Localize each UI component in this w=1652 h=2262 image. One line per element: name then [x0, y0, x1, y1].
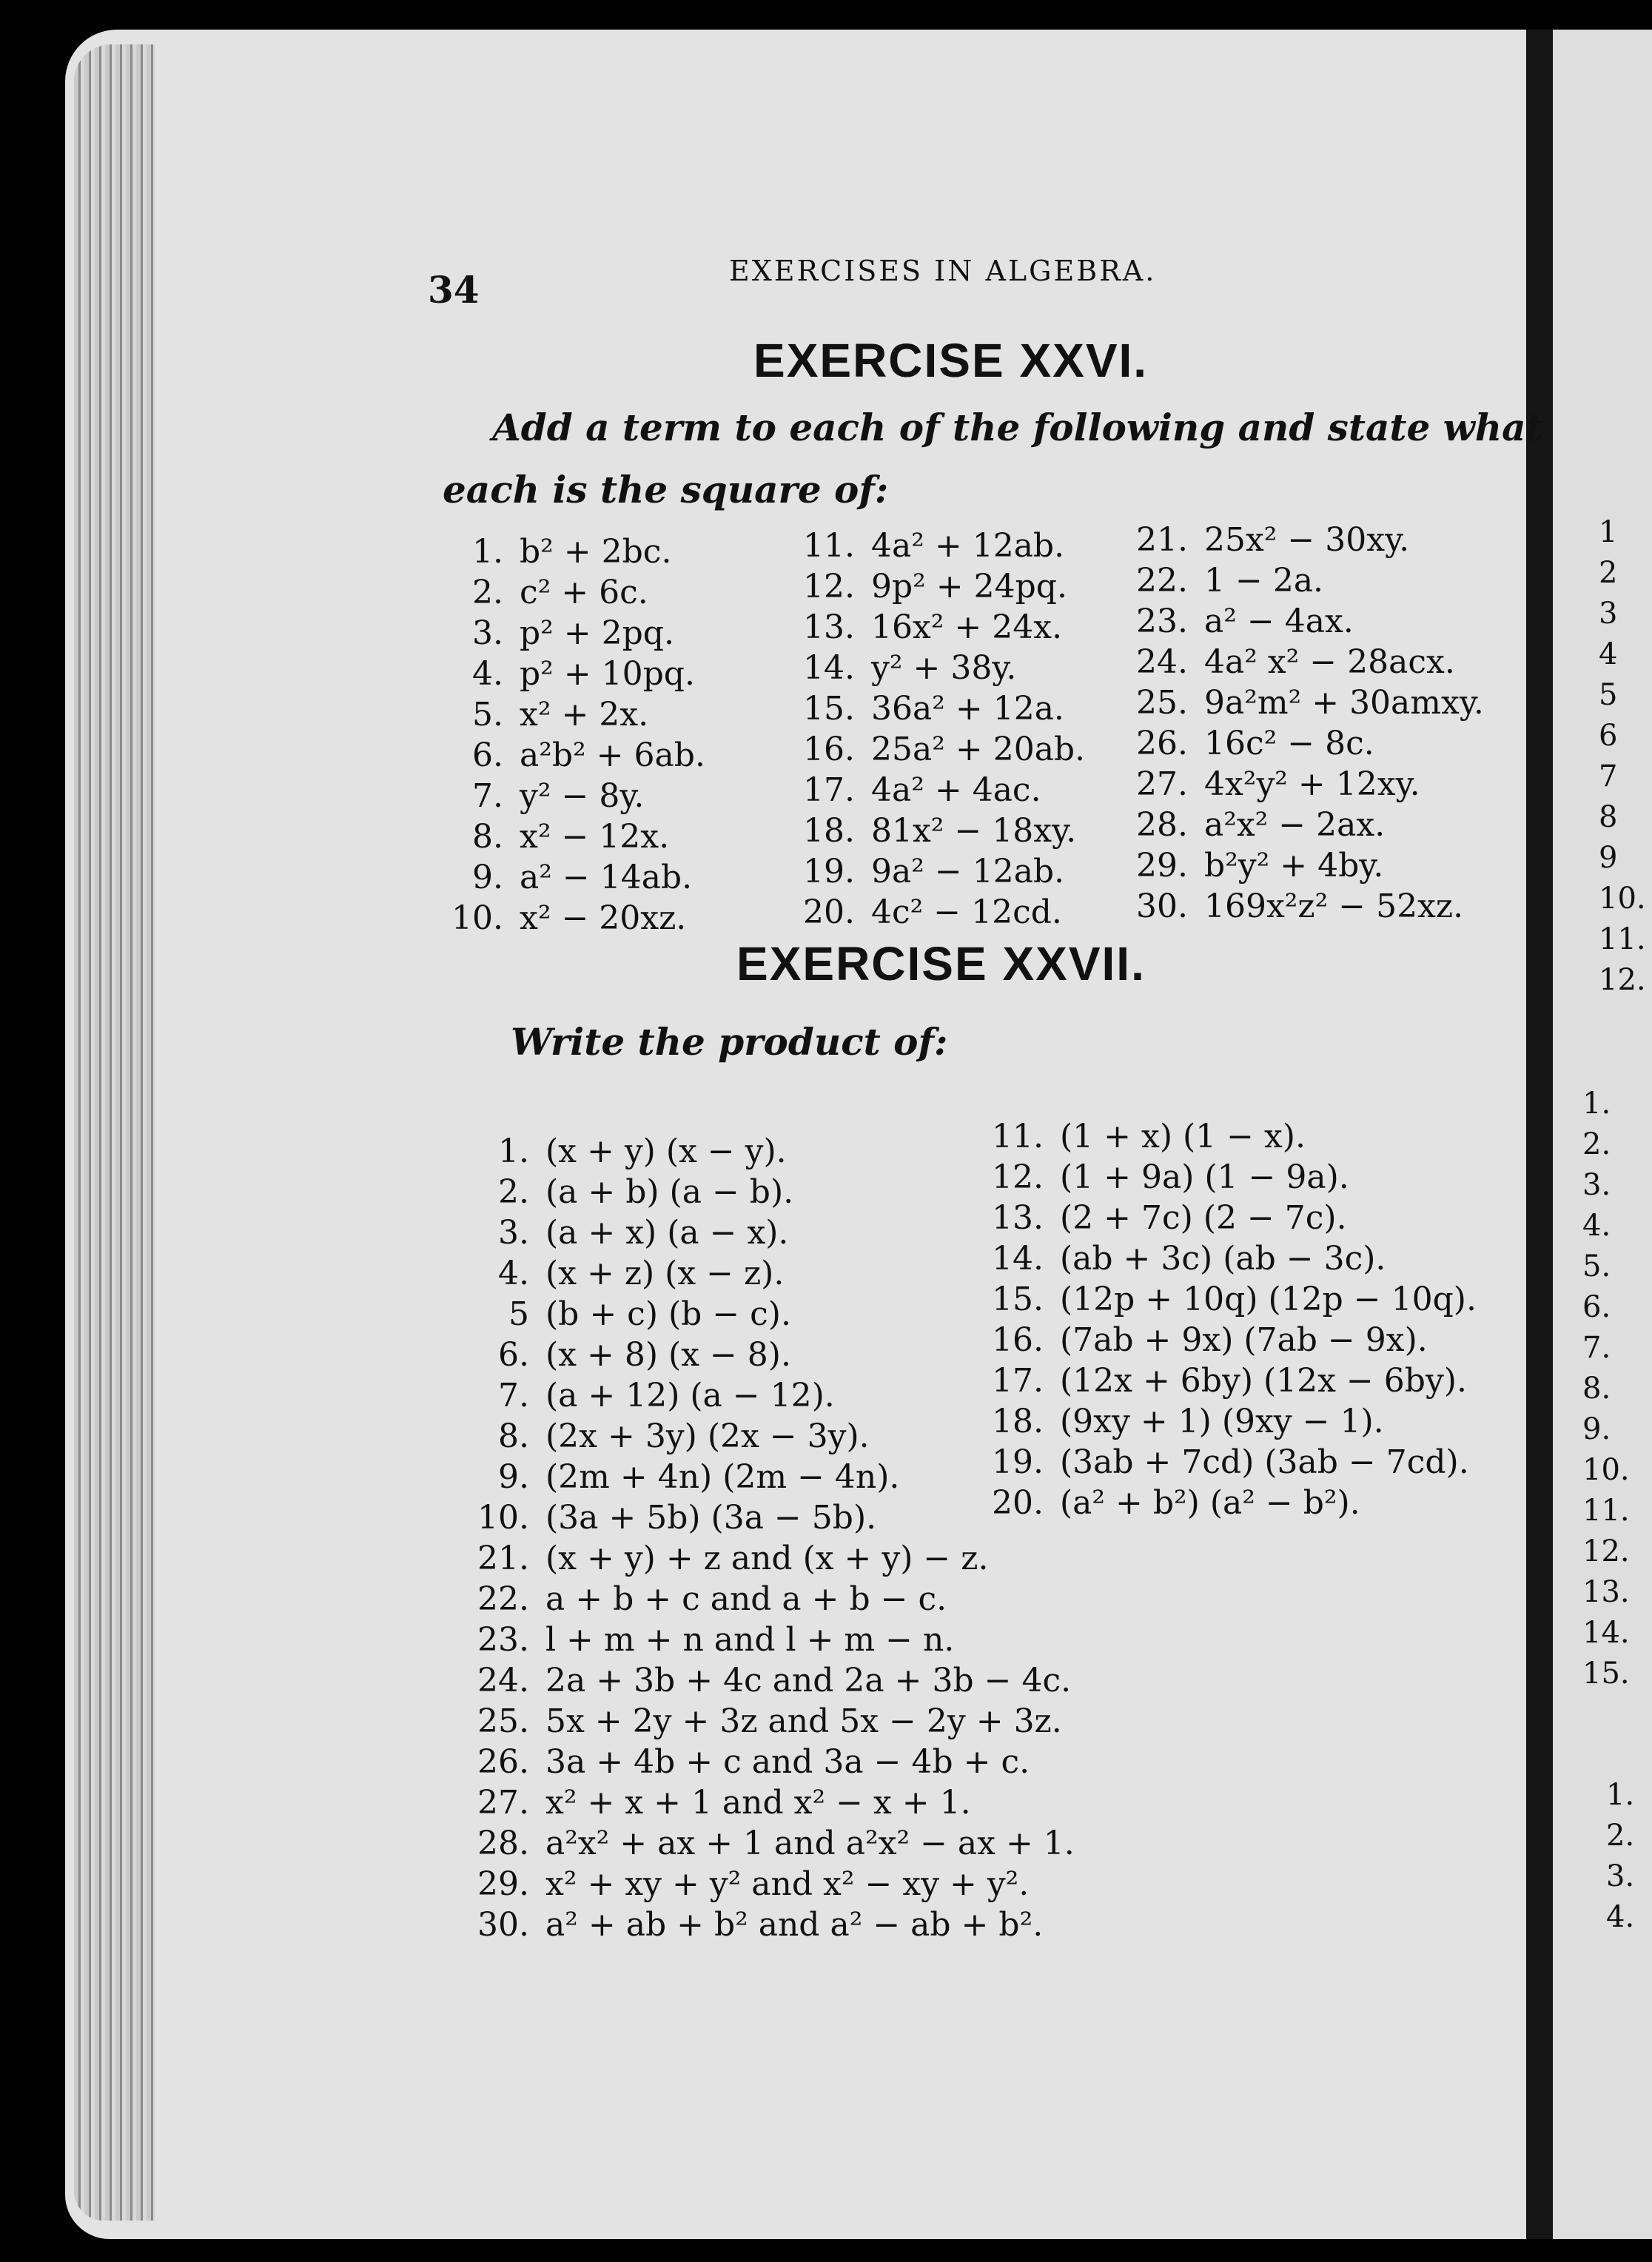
exercise-26-column-3	[1118, 520, 1484, 927]
exercise-item	[781, 648, 1085, 688]
exercise-item-number: 8.	[472, 818, 503, 856]
adjacent-page-number: 1.	[1582, 1087, 1611, 1121]
adjacent-page-number: 10.	[1599, 882, 1646, 916]
exercise-item-number: 21.	[477, 1540, 529, 1577]
exercise-item-expression: (a + b) (a − b).	[545, 1173, 794, 1211]
exercise-item-number: 16.	[992, 1321, 1044, 1359]
exercise-27-right-column	[962, 1116, 1477, 1523]
adjacent-page-number: 6.	[1582, 1290, 1611, 1324]
exercise-item	[781, 729, 1085, 770]
exercise-item	[444, 776, 705, 816]
exercise-item	[1118, 560, 1484, 601]
exercise-item	[466, 1823, 1075, 1864]
exercise-item-number: 19.	[803, 853, 855, 890]
exercise-item	[781, 526, 1085, 566]
exercise-item	[962, 1279, 1477, 1320]
adjacent-page-number: 7.	[1582, 1331, 1611, 1365]
adjacent-page-number: 1.	[1606, 1778, 1635, 1812]
exercise-item-number: 4.	[498, 1255, 529, 1292]
exercise-item-number: 3.	[498, 1214, 529, 1252]
exercise-item	[444, 898, 705, 939]
book-gutter	[1526, 30, 1553, 2239]
exercise-item-expression: 4x²y² + 12xy.	[1204, 765, 1420, 803]
adjacent-page-number: 6	[1599, 719, 1618, 753]
adjacent-page-number: 7	[1599, 759, 1618, 793]
exercise-item-expression: p² + 2pq.	[520, 614, 674, 652]
exercise-item-number: 13.	[992, 1199, 1044, 1237]
exercise-item	[781, 607, 1085, 648]
adjacent-page-number: 5	[1599, 678, 1618, 712]
exercise-item-number: 20.	[992, 1484, 1044, 1522]
exercise-item-expression: 9p² + 24pq.	[871, 568, 1067, 605]
exercise-item-number: 10.	[477, 1499, 529, 1537]
exercise-item	[962, 1483, 1477, 1523]
exercise-item-number: 18.	[992, 1403, 1044, 1440]
adjacent-page-number: 2.	[1582, 1127, 1611, 1161]
adjacent-page-number: 3.	[1582, 1168, 1611, 1202]
exercise-item-expression: l + m + n and l + m − n.	[545, 1621, 955, 1659]
adjacent-page-number: 4.	[1582, 1209, 1611, 1243]
running-head: EXERCISES IN ALGEBRA.	[729, 255, 1157, 287]
exercise-item-number: 21.	[1136, 521, 1188, 559]
exercise-item-number: 2.	[472, 574, 503, 611]
exercise-item-number: 26.	[1136, 725, 1188, 762]
exercise-item-number: 28.	[1136, 806, 1188, 844]
exercise-item	[466, 1701, 1075, 1742]
exercise-item-number: 22.	[477, 1580, 529, 1618]
exercise-item-number: 17.	[803, 771, 855, 809]
exercise-item-expression: a²x² + ax + 1 and a²x² − ax + 1.	[545, 1825, 1075, 1862]
page-number: 34	[428, 268, 480, 312]
exercise-item	[444, 816, 705, 857]
exercise-item-expression: (a² + b²) (a² − b²).	[1060, 1484, 1360, 1522]
exercise-item-expression: (b + c) (b − c).	[545, 1295, 791, 1333]
exercise-item-number: 25.	[477, 1702, 529, 1740]
exercise-26-instruction-line2: each is the square of:	[443, 468, 889, 511]
exercise-item	[444, 572, 705, 613]
exercise-item-expression: 4a² x² − 28acx.	[1204, 643, 1455, 681]
exercise-item-number: 24.	[1136, 643, 1188, 681]
exercise-item-number: 9.	[472, 859, 503, 896]
exercise-item-expression: a² + ab + b² and a² − ab + b².	[545, 1906, 1044, 1944]
exercise-item-expression: (12x + 6by) (12x − 6by).	[1060, 1362, 1467, 1400]
exercise-item	[781, 688, 1085, 729]
exercise-item	[1118, 682, 1484, 723]
exercise-item-expression: x² + 2x.	[520, 696, 649, 734]
exercise-item	[781, 566, 1085, 607]
adjacent-page-number: 8.	[1582, 1372, 1611, 1406]
exercise-item-number: 5	[508, 1295, 529, 1333]
exercise-item	[444, 694, 705, 735]
exercise-item	[466, 1782, 1075, 1823]
exercise-item	[1118, 520, 1484, 560]
adjacent-page-number: 12.	[1599, 963, 1646, 997]
exercise-item-expression: a² − 14ab.	[520, 859, 693, 896]
exercise-26-column-1	[444, 531, 705, 939]
exercise-item	[781, 892, 1085, 933]
exercise-item	[962, 1320, 1477, 1360]
exercise-item	[466, 1620, 1075, 1660]
exercise-item-expression: 4c² − 12cd.	[871, 893, 1062, 931]
exercise-item	[781, 851, 1085, 892]
exercise-26-title: EXERCISE XXVI.	[753, 334, 1149, 387]
adjacent-page-number: 12.	[1582, 1534, 1630, 1568]
exercise-item	[444, 613, 705, 654]
exercise-item-expression: 25x² − 30xy.	[1204, 521, 1410, 559]
exercise-item-expression: (2x + 3y) (2x − 3y).	[545, 1417, 870, 1455]
exercise-item-expression: (2m + 4n) (2m − 4n).	[545, 1458, 900, 1496]
exercise-item-number: 24.	[477, 1662, 529, 1699]
exercise-item	[781, 811, 1085, 851]
exercise-item-expression: 36a² + 12a.	[871, 690, 1064, 728]
adjacent-page-number: 9	[1599, 841, 1618, 875]
exercise-item-expression: a²b² + 6ab.	[520, 736, 705, 774]
exercise-item-number: 7.	[472, 777, 503, 815]
exercise-item-number: 7.	[498, 1377, 529, 1414]
exercise-item	[444, 857, 705, 898]
exercise-item-expression: x² + xy + y² and x² − xy + y².	[545, 1865, 1030, 1903]
exercise-item-expression: 4a² + 4ac.	[871, 771, 1041, 809]
adjacent-page-number: 9.	[1582, 1412, 1611, 1446]
exercise-26-instruction-line1: Add a term to each of the following and state what	[492, 406, 1543, 449]
exercise-item-expression: 2a + 3b + 4c and 2a + 3b − 4c.	[545, 1662, 1072, 1699]
exercise-item-expression: (1 + 9a) (1 − 9a).	[1060, 1158, 1349, 1196]
exercise-item	[962, 1116, 1477, 1157]
exercise-item	[1118, 601, 1484, 642]
exercise-item-expression: a + b + c and a + b − c.	[545, 1580, 947, 1618]
exercise-item	[962, 1198, 1477, 1238]
exercise-item	[1118, 805, 1484, 845]
adjacent-page-number: 1	[1599, 515, 1618, 549]
exercise-item-number: 13.	[803, 608, 855, 646]
exercise-item	[466, 1742, 1075, 1782]
exercise-item-expression: (1 + x) (1 − x).	[1060, 1118, 1306, 1155]
exercise-item-number: 14.	[803, 649, 855, 687]
exercise-item-expression: (3a + 5b) (3a − 5b).	[545, 1499, 877, 1537]
exercise-item	[1118, 723, 1484, 764]
exercise-item-number: 2.	[498, 1173, 529, 1211]
exercise-item	[1118, 764, 1484, 805]
exercise-item-number: 18.	[803, 812, 855, 850]
exercise-item-number: 5.	[472, 696, 503, 734]
exercise-item	[962, 1238, 1477, 1279]
exercise-item	[466, 1538, 1075, 1579]
exercise-item-expression: (x + 8) (x − 8).	[545, 1336, 791, 1374]
exercise-item-expression: (3ab + 7cd) (3ab − 7cd).	[1060, 1443, 1469, 1481]
exercise-item	[466, 1904, 1075, 1945]
exercise-item-number: 6.	[472, 736, 503, 774]
exercise-item	[466, 1579, 1075, 1620]
adjacent-page-number: 11.	[1582, 1494, 1630, 1528]
exercise-item-expression: y² + 38y.	[871, 649, 1017, 687]
adjacent-page-number: 14.	[1582, 1616, 1630, 1650]
exercise-item-expression: b² + 2bc.	[520, 533, 672, 571]
exercise-item-number: 12.	[992, 1158, 1044, 1196]
adjacent-page-number: 4	[1599, 637, 1618, 671]
exercise-item	[1118, 642, 1484, 682]
exercise-item	[466, 1864, 1075, 1904]
exercise-item-expression: (12p + 10q) (12p − 10q).	[1060, 1281, 1477, 1318]
exercise-item-number: 27.	[1136, 765, 1188, 803]
adjacent-page-numbers-1	[1599, 512, 1646, 1001]
adjacent-page-number: 4.	[1606, 1900, 1635, 1934]
adjacent-page-numbers-2	[1582, 1084, 1630, 1694]
exercise-item-number: 23.	[477, 1621, 529, 1659]
exercise-item-expression: 81x² − 18xy.	[871, 812, 1077, 850]
exercise-item	[1118, 886, 1484, 927]
exercise-item-number: 25.	[1136, 684, 1188, 722]
exercise-item-number: 19.	[992, 1443, 1044, 1481]
exercise-item-expression: 3a + 4b + c and 3a − 4b + c.	[545, 1743, 1030, 1781]
exercise-item-number: 6.	[498, 1336, 529, 1374]
exercise-26-column-2	[781, 526, 1085, 933]
exercise-27-title: EXERCISE XXVII.	[736, 937, 1146, 990]
exercise-item-expression: (x + z) (x − z).	[545, 1255, 785, 1292]
exercise-item	[962, 1401, 1477, 1442]
adjacent-page-number: 5.	[1582, 1249, 1611, 1283]
adjacent-page-numbers-3	[1606, 1775, 1634, 1938]
exercise-item-expression: 16x² + 24x.	[871, 608, 1063, 646]
adjacent-page-number: 2.	[1606, 1819, 1635, 1853]
adjacent-page-number: 8	[1599, 800, 1618, 834]
exercise-item-expression: b²y² + 4by.	[1204, 847, 1384, 885]
page-edge-stack	[74, 44, 155, 2221]
exercise-item-expression: (a + x) (a − x).	[545, 1214, 789, 1252]
exercise-item-expression: a²x² − 2ax.	[1204, 806, 1386, 844]
exercise-item-number: 3.	[472, 614, 503, 652]
exercise-item-expression: 4a² + 12ab.	[871, 527, 1065, 565]
exercise-item-expression: (a + 12) (a − 12).	[545, 1377, 835, 1414]
exercise-item-number: 15.	[803, 690, 855, 728]
exercise-item-number: 29.	[1136, 847, 1188, 885]
exercise-item	[444, 735, 705, 776]
exercise-item-number: 15.	[992, 1281, 1044, 1318]
exercise-item-expression: 9a² − 12ab.	[871, 853, 1065, 890]
exercise-item	[444, 531, 705, 572]
exercise-item-expression: 1 − 2a.	[1204, 562, 1324, 600]
exercise-item-number: 4.	[472, 655, 503, 693]
exercise-item-expression: (x + y) (x − y).	[545, 1132, 787, 1170]
exercise-item-expression: 5x + 2y + 3z and 5x − 2y + 3z.	[545, 1702, 1062, 1740]
exercise-item-expression: 25a² + 20ab.	[871, 731, 1086, 768]
adjacent-page-number: 3	[1599, 597, 1618, 631]
exercise-item-number: 11.	[992, 1118, 1044, 1155]
exercise-item-expression: c² + 6c.	[520, 574, 648, 611]
exercise-item-number: 10.	[451, 899, 503, 937]
exercise-item-number: 30.	[1136, 887, 1188, 925]
exercise-item-number: 17.	[992, 1362, 1044, 1400]
exercise-item-expression: (2 + 7c) (2 − 7c).	[1060, 1199, 1347, 1237]
exercise-item-number: 28.	[477, 1825, 529, 1862]
adjacent-page-number: 10.	[1582, 1453, 1630, 1487]
exercise-item-number: 14.	[992, 1240, 1044, 1278]
adjacent-page-number: 3.	[1606, 1859, 1635, 1893]
exercise-item	[444, 654, 705, 694]
exercise-item-expression: (9xy + 1) (9xy − 1).	[1060, 1403, 1384, 1440]
exercise-item-expression: a² − 4ax.	[1204, 603, 1354, 640]
exercise-item-number: 20.	[803, 893, 855, 931]
exercise-item-number: 9.	[498, 1458, 529, 1496]
exercise-item	[1118, 845, 1484, 886]
exercise-item-number: 16.	[803, 731, 855, 768]
exercise-item	[962, 1157, 1477, 1198]
exercise-item-expression: 16c² − 8c.	[1204, 725, 1374, 762]
exercise-item	[466, 1660, 1075, 1701]
exercise-item-expression: (7ab + 9x) (7ab − 9x).	[1060, 1321, 1428, 1359]
exercise-item-expression: x² − 12x.	[520, 818, 670, 856]
exercise-item-number: 11.	[803, 527, 855, 565]
exercise-item-expression: y² − 8y.	[520, 777, 645, 815]
adjacent-page-number: 11.	[1599, 922, 1646, 956]
exercise-item-number: 8.	[498, 1417, 529, 1455]
exercise-item-number: 1.	[472, 533, 503, 571]
exercise-item-expression: 9a²m² + 30amxy.	[1204, 684, 1484, 722]
exercise-27-instruction: Write the product of:	[511, 1020, 948, 1064]
exercise-item-expression: (ab + 3c) (ab − 3c).	[1060, 1240, 1386, 1278]
exercise-item-number: 29.	[477, 1865, 529, 1903]
adjacent-page-number: 2	[1599, 556, 1618, 590]
exercise-item-expression: 169x²z² − 52xz.	[1204, 887, 1464, 925]
exercise-item	[781, 770, 1085, 811]
exercise-item-expression: x² + x + 1 and x² − x + 1.	[545, 1784, 971, 1822]
exercise-item-number: 27.	[477, 1784, 529, 1822]
exercise-item-expression: x² − 20xz.	[520, 899, 687, 937]
exercise-item-number: 26.	[477, 1743, 529, 1781]
exercise-item-number: 22.	[1136, 562, 1188, 600]
exercise-item-number: 12.	[803, 568, 855, 605]
exercise-item-number: 30.	[477, 1906, 529, 1944]
exercise-item	[962, 1360, 1477, 1401]
exercise-item	[962, 1442, 1477, 1483]
exercise-item-expression: (x + y) + z and (x + y) − z.	[545, 1540, 989, 1577]
exercise-item-number: 1.	[498, 1132, 529, 1170]
adjacent-page-number: 13.	[1582, 1575, 1630, 1609]
exercise-item-number: 23.	[1136, 603, 1188, 640]
adjacent-page-number: 15.	[1582, 1657, 1630, 1691]
exercise-item-expression: p² + 10pq.	[520, 655, 695, 693]
